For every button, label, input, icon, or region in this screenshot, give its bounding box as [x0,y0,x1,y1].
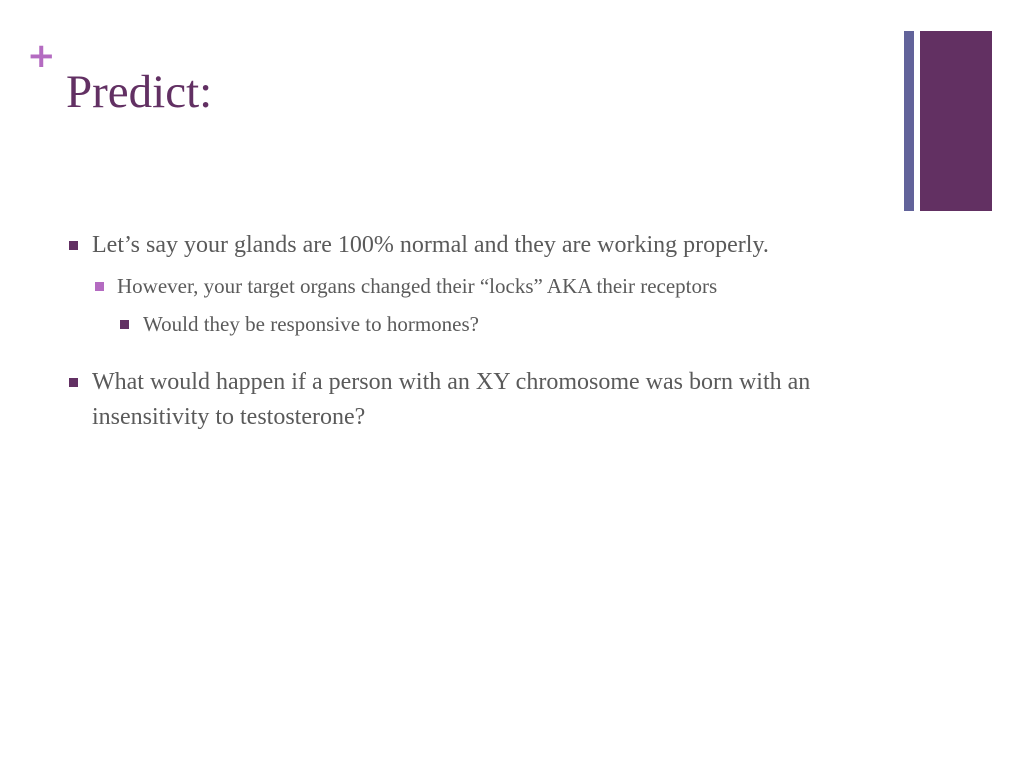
square-bullet-icon [69,241,78,250]
slide-title: Predict: [66,66,213,118]
bullet-text: What would happen if a person with an XY chromosome was born with an insensitivity to testosterone? [92,369,811,430]
square-bullet-icon [95,282,104,291]
bullet-text: Would they be responsive to hormones? [143,312,479,336]
bullet-text: However, your target organs changed their “locks” AKA their receptors [117,274,718,298]
bullet-item-hormones [118,309,896,339]
bullet-item-glands [66,228,896,263]
bullet-item-xy-chromosome [66,365,896,435]
plus-icon: + [27,36,56,76]
square-bullet-icon [69,378,78,387]
square-bullet-icon [120,320,129,329]
bullet-text: Let’s say your glands are 100% normal and they are working properly. [92,232,769,258]
bullet-list [66,228,896,435]
bullet-item-receptors [91,271,896,301]
accent-bar-thin [904,31,914,211]
accent-bar-thick [920,31,992,211]
